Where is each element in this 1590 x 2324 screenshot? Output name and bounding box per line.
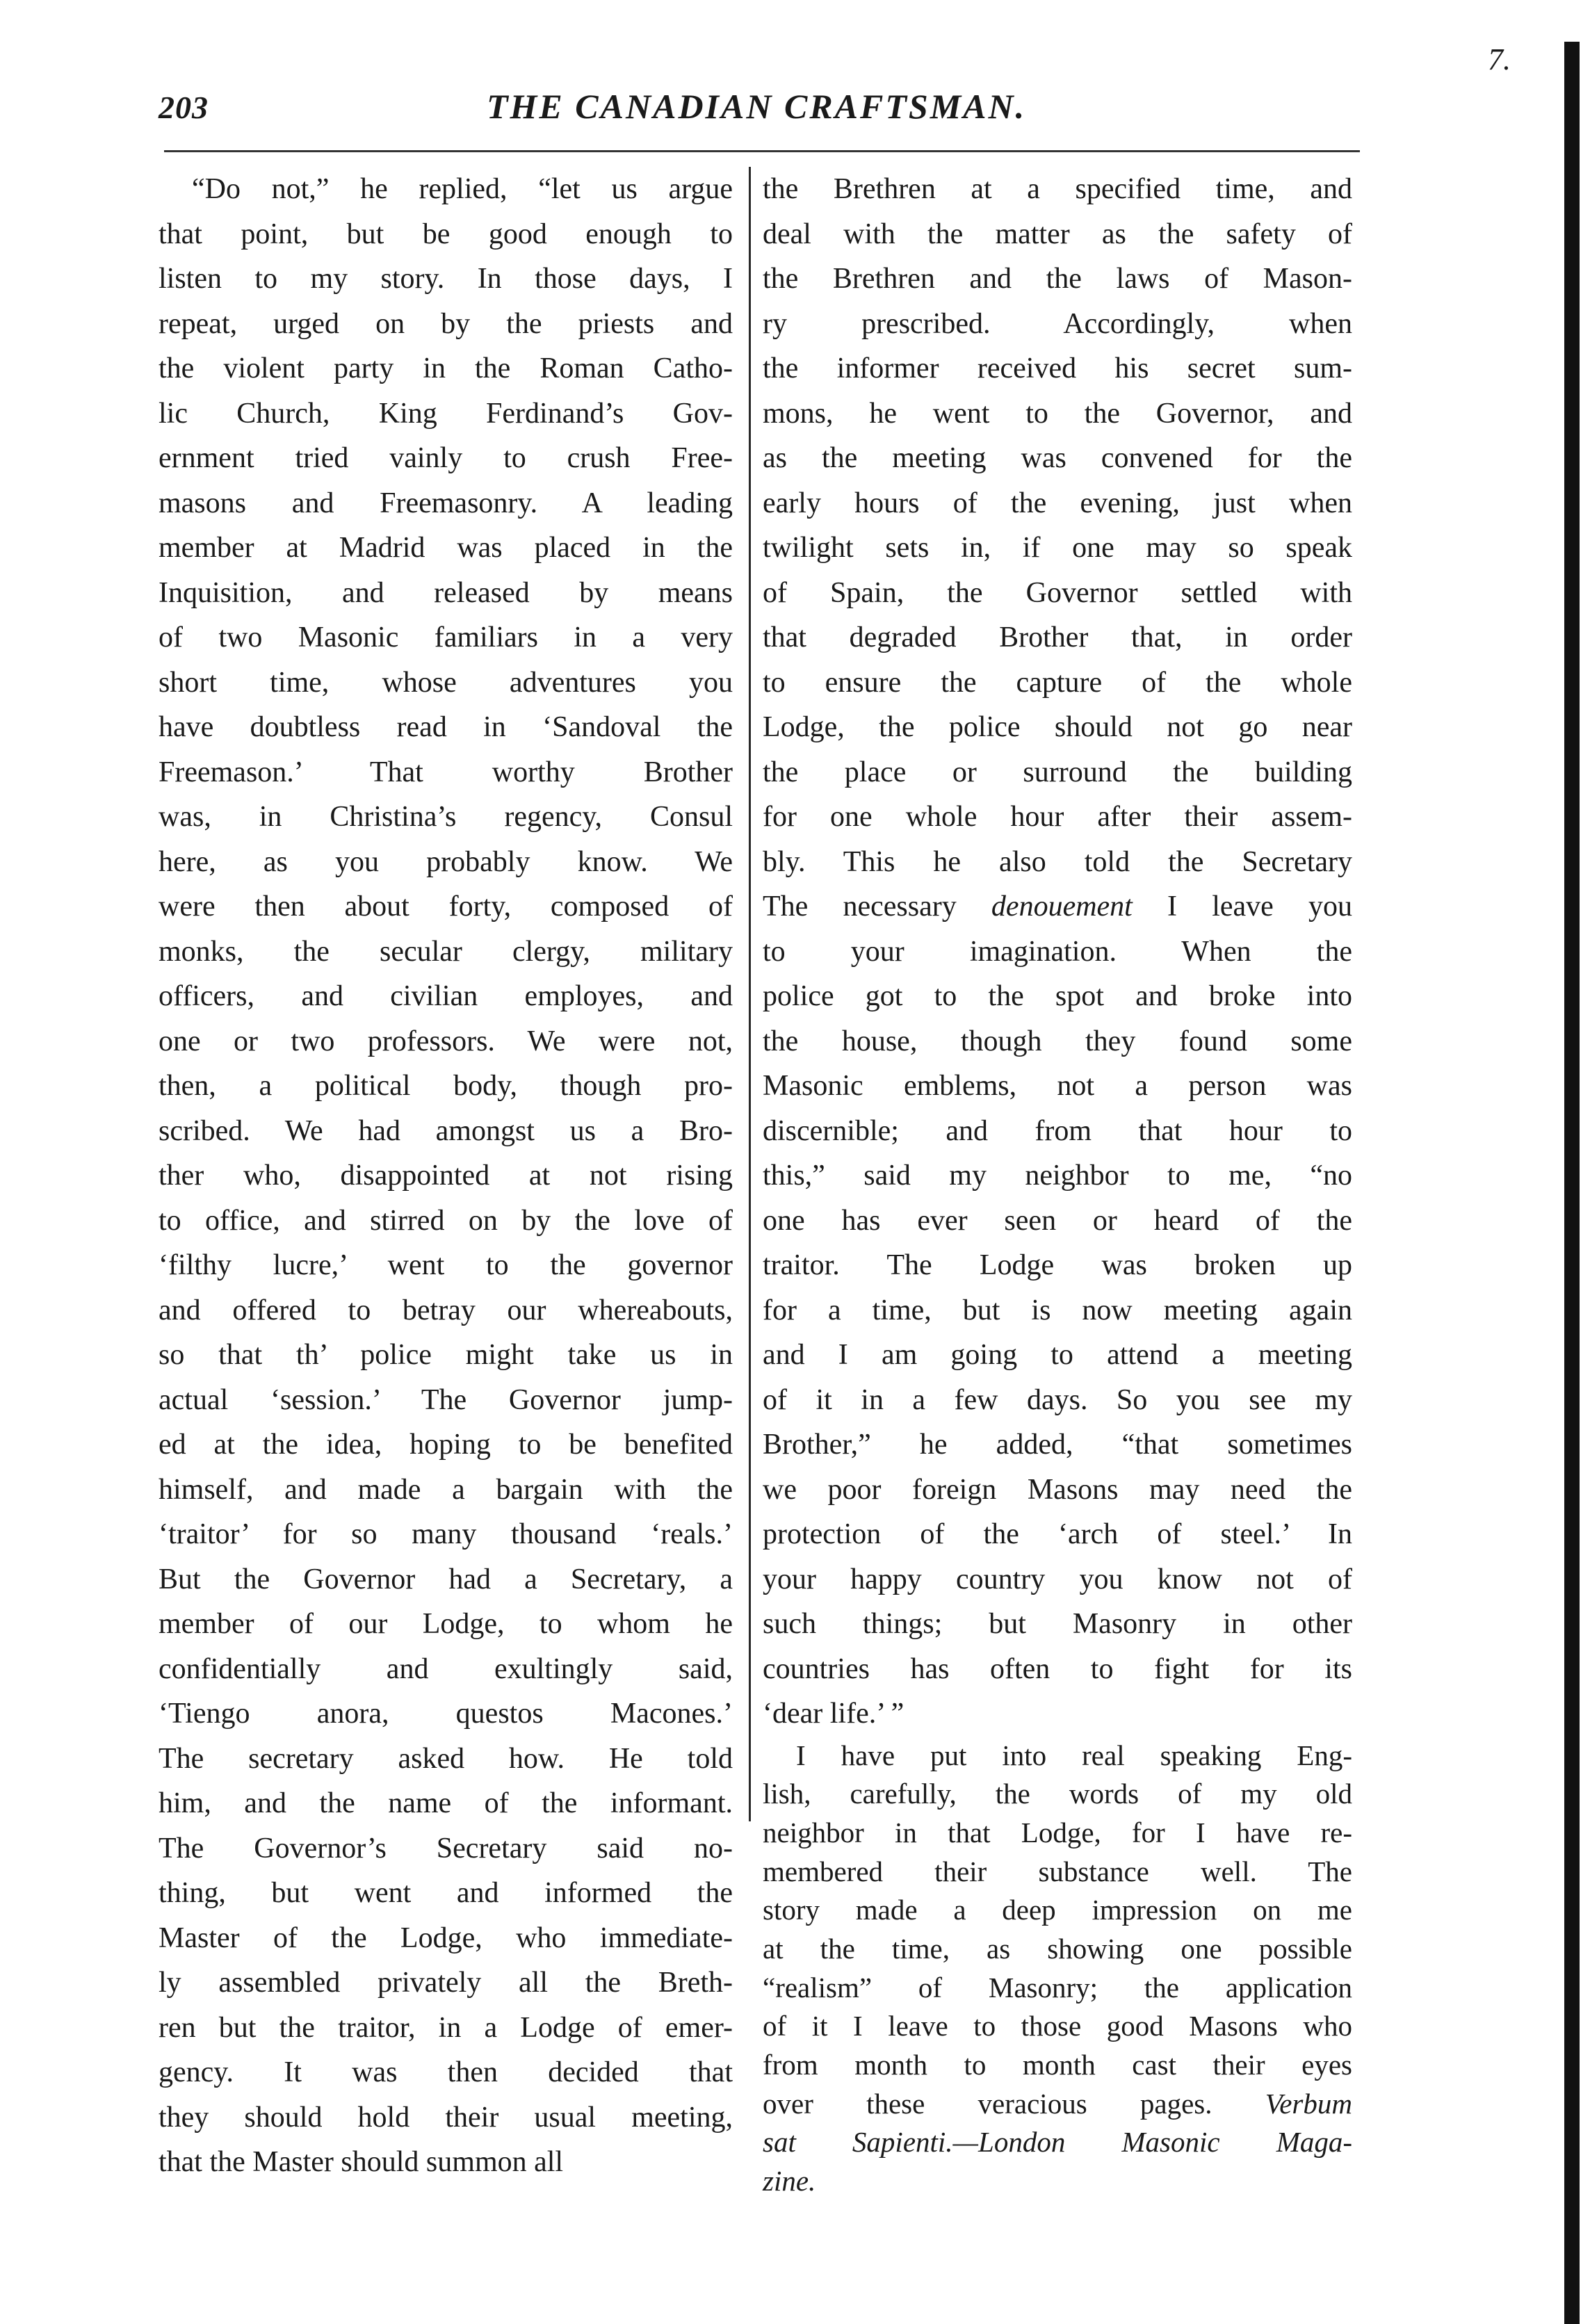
text-line: police got to the spot and broke into [763, 980, 1352, 1012]
text-line: member at Madrid was placed in the [159, 532, 733, 564]
text-line: have doubtless read in ‘Sandoval the [159, 711, 733, 743]
text-line: Masonic emblems, not a person was [763, 1070, 1352, 1102]
text-line: of Spain, the Governor settled with [763, 576, 1352, 609]
text-line: of it in a few days. So you see my [763, 1383, 1352, 1416]
text-line: ed at the idea, hoping to be benefited [159, 1429, 733, 1461]
text-line: here, as you probably know. We [159, 845, 733, 878]
text-line: one or two professors. We were not, [159, 1025, 733, 1057]
text-line: of it I leave to those good Masons who [763, 2010, 1352, 2042]
text-line: Master of the Lodge, who immediate- [159, 1921, 733, 1954]
closing-paragraph [763, 1737, 1352, 2201]
text-line: such things; but Masonry in other [763, 1608, 1352, 1640]
text-line: so that th’ police might take us in [159, 1339, 733, 1371]
italic-phrase: Verbum [1265, 2087, 1352, 2120]
text-line: confidentially and exultingly said, [159, 1652, 733, 1685]
text-line: lish, carefully, the words of my old [763, 1778, 1352, 1810]
text-line: membered their substance well. The [763, 1855, 1352, 1887]
text-line: ry prescribed. Accordingly, when [763, 307, 1352, 340]
text-line: Lodge, the police should not go near [763, 711, 1352, 743]
text-line: that degraded Brother that, in order [763, 621, 1352, 653]
text-line: we poor foreign Masons may need the [763, 1473, 1352, 1506]
text-line: the place or surround the building [763, 756, 1352, 788]
right-column [763, 167, 1352, 2201]
text-line: ly assembled privately all the Breth- [159, 1967, 733, 1999]
text-line: from month to month cast their eyes [763, 2049, 1352, 2081]
text-line: and I am going to attend a meeting [763, 1339, 1352, 1371]
text-line: that point, but be good enough to [159, 218, 733, 250]
text-line: as the meeting was convened for the [763, 442, 1352, 474]
text-line: I have put into real speaking Eng- [796, 1739, 1352, 1771]
text-line: mons, he went to the Governor, and [763, 397, 1352, 430]
corner-handwritten-mark: 7. [1488, 42, 1511, 76]
column-divider [749, 167, 751, 1821]
text-line: were then about forty, composed of [159, 891, 733, 923]
text-line: masons and Freemasonry. A leading [159, 487, 733, 519]
italic-citation: sat Sapienti.—London Masonic Maga- [763, 2126, 1352, 2159]
text-line: repeat, urged on by the priests and [159, 307, 733, 340]
text-line: at the time, as showing one possible [763, 1932, 1352, 1965]
text-line: himself, and made a bargain with the [159, 1473, 733, 1506]
text-line: of two Masonic familiars in a very [159, 621, 733, 653]
text-line: one has ever seen or heard of the [763, 1204, 1352, 1237]
text-line: traitor. The Lodge was broken up [763, 1249, 1352, 1281]
text-line: story made a deep impression on me [763, 1894, 1352, 1926]
text-line: The Governor’s Secretary said no- [159, 1832, 733, 1864]
text-line: thing, but went and informed the [159, 1877, 733, 1909]
right-column-body [763, 167, 1352, 1737]
text-line: gency. It was then decided that [159, 2056, 733, 2088]
text-line: twilight sets in, if one may so speak [763, 532, 1352, 564]
text-line: short time, whose adventures you [159, 666, 733, 699]
text-line: countries has often to fight for its [763, 1652, 1352, 1685]
italic-citation: zine. [763, 2165, 816, 2197]
text-line: ernment tried vainly to crush Free- [159, 442, 733, 474]
text-line: protection of the ‘arch of steel.’ In [763, 1518, 1352, 1550]
binding-edge [1564, 42, 1580, 2324]
text-line: officers, and civilian employes, and [159, 980, 733, 1012]
text-line: listen to my story. In those days, I [159, 263, 733, 295]
text-line: they should hold their usual meeting, [159, 2101, 733, 2134]
text-line: to office, and stirred on by the love of [159, 1204, 733, 1237]
text-line: Freemason.’ That worthy Brother [159, 756, 733, 788]
italic-word: denouement [991, 891, 1133, 923]
text-line: early hours of the evening, just when [763, 487, 1352, 519]
text-line: your happy country you know not of [763, 1563, 1352, 1595]
text-line: ‘traitor’ for so many thousand ‘reals.’ [159, 1518, 733, 1550]
text-line: But the Governor had a Secretary, a [159, 1563, 733, 1595]
text-line: “realism” of Masonry; the application [763, 1971, 1352, 2004]
page-number: 203 [159, 90, 209, 125]
text-line: “Do not,” he replied, “let us argue [192, 173, 733, 205]
text-line: the violent party in the Roman Catho- [159, 352, 733, 384]
text-line: The secretary asked how. He told [159, 1742, 733, 1775]
text-line: discernible; and from that hour to [763, 1114, 1352, 1147]
text-line [763, 2123, 1352, 2162]
text-fragment: The necessary [763, 891, 991, 923]
text-line: was, in Christina’s regency, Consul [159, 801, 733, 833]
text-line: member of our Lodge, to whom he [159, 1608, 733, 1640]
text-line: him, and the name of the informant. [159, 1787, 733, 1819]
text-line [763, 2085, 1352, 2124]
text-line: ‘filthy lucre,’ went to the governor [159, 1249, 733, 1281]
text-line: ‘Tiengo anora, questos Macones.’ [159, 1698, 733, 1730]
text-line: and offered to betray our whereabouts, [159, 1294, 733, 1326]
text-line: then, a political body, though pro- [159, 1070, 733, 1102]
text-line: the Brethren and the laws of Mason- [763, 263, 1352, 295]
running-title: THE CANADIAN CRAFTSMAN. [487, 87, 1027, 126]
text-line: actual ‘session.’ The Governor jump- [159, 1383, 733, 1416]
text-line [763, 884, 1352, 929]
text-line: the house, though they found some [763, 1025, 1352, 1057]
text-line: to ensure the capture of the whole [763, 666, 1352, 699]
text-line: that the Master should summon all [159, 2146, 564, 2178]
text-line: ther who, disappointed at not rising [159, 1160, 733, 1192]
left-column [159, 167, 733, 2185]
text-line: deal with the matter as the safety of [763, 218, 1352, 250]
text-line [763, 2162, 1352, 2201]
text-line: scribed. We had amongst us a Bro- [159, 1114, 733, 1147]
text-line: lic Church, King Ferdinand’s Gov- [159, 397, 733, 430]
text-line: for one whole hour after their assem- [763, 801, 1352, 833]
text-line: the informer received his secret sum- [763, 352, 1352, 384]
text-line: ren but the traitor, in a Lodge of emer- [159, 2011, 733, 2044]
text-line: the Brethren at a specified time, and [763, 173, 1352, 205]
text-line: bly. This he also told the Secretary [763, 845, 1352, 878]
text-line: ‘dear life.’ ” [763, 1698, 904, 1730]
text-line: this,” said my neighbor to me, “no [763, 1160, 1352, 1192]
text-line: Brother,” he added, “that sometimes [763, 1429, 1352, 1461]
text-fragment: I leave you [1132, 891, 1352, 923]
text-line: monks, the secular clergy, military [159, 935, 733, 968]
text-line: for a time, but is now meeting again [763, 1294, 1352, 1326]
text-fragment: over these veracious pages. [763, 2087, 1265, 2120]
text-line: Inquisition, and released by means [159, 576, 733, 609]
header-rule [164, 150, 1360, 152]
text-line: neighbor in that Lodge, for I have re- [763, 1816, 1352, 1848]
text-line: to your imagination. When the [763, 935, 1352, 968]
